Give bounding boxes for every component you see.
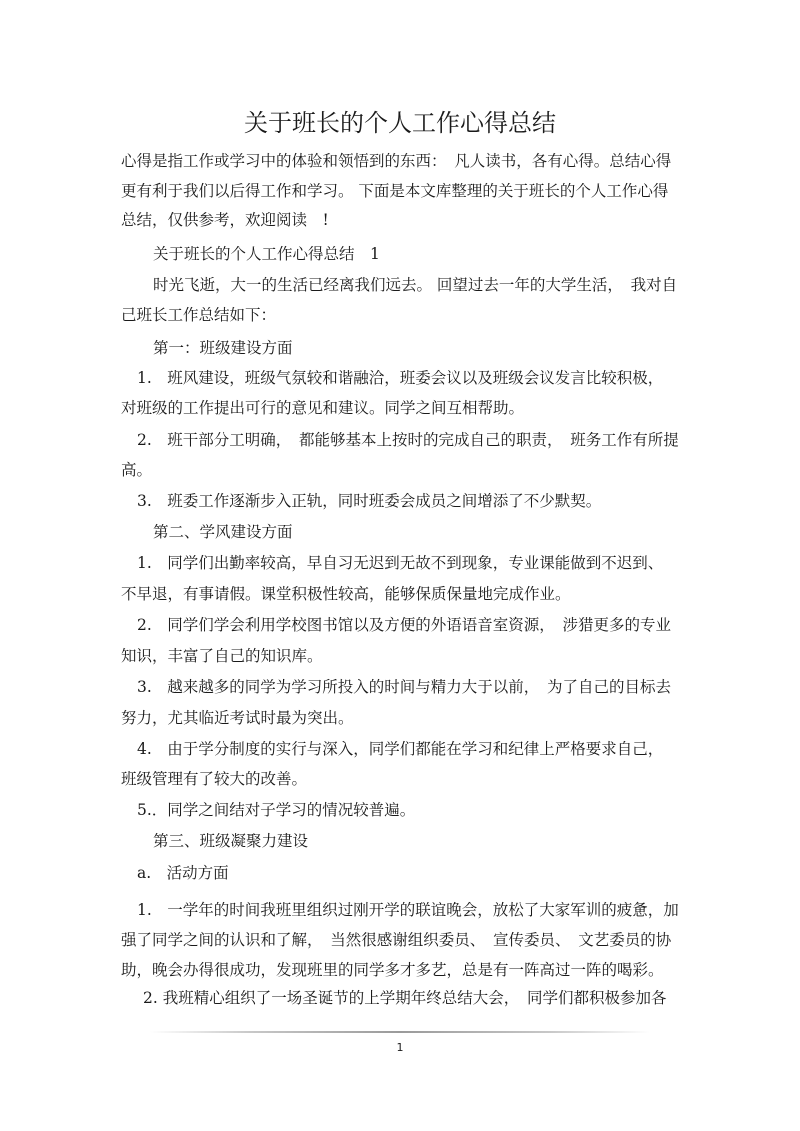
paragraph-line: 高。	[121, 461, 153, 479]
paragraph-line: 心得是指工作或学习中的体验和领悟到的东西： 凡人读书，各有心得。总结心得	[121, 152, 672, 170]
paragraph-line: 总结，仅供参考，欢迎阅读 !	[121, 211, 329, 229]
paragraph-line: 强了同学之间的认识和了解， 当然很感谢组织委员、 宣传委员、 文艺委员的协	[121, 931, 672, 949]
list-item: 2. 我班精心组织了一场圣诞节的上学期年终总结大会， 同学们都积极参加各	[143, 989, 667, 1007]
paragraph-line: 知识，丰富了自己的知识库。	[121, 647, 323, 665]
list-item: 3. 越来越多的同学为学习所投入的时间与精力大于以前， 为了自己的目标去	[137, 678, 672, 696]
paragraph-line: 助，晚会办得很成功，发现班里的同学多才多艺，总是有一阵高过一阵的喝彩。	[121, 961, 664, 979]
list-item: 1. 班风建设，班级气氛较和谐融洽，班委会议以及班级会议发言比较积极，	[137, 369, 664, 387]
section-heading: 关于班长的个人工作心得总结 1	[153, 245, 380, 263]
list-item: 4. 由于学分制度的实行与深入，同学们都能在学习和纪律上严格要求自己，	[137, 740, 664, 758]
list-item: 2. 同学们学会利用学校图书馆以及方便的外语语音室资源， 涉猎更多的专业	[137, 616, 672, 634]
paragraph-line: 努力，尤其临近考试时最为突出。	[121, 709, 354, 727]
paragraph-line: 班级管理有了较大的改善。	[121, 770, 308, 788]
section-heading: 第三、班级凝聚力建设	[153, 832, 309, 850]
paragraph-line: 对班级的工作提出可行的意见和建议。同学之间互相帮助。	[121, 399, 525, 417]
document-title: 关于班长的个人工作心得总结	[244, 109, 556, 137]
page-number: 1	[396, 1041, 404, 1054]
list-item: 1. 同学们出勤率较高，早自习无迟到无故不到现象，专业课能做到不迟到、	[137, 554, 664, 572]
paragraph-line: 不早退，有事请假。课堂积极性较高，能够保质保量地完成作业。	[121, 585, 571, 603]
section-heading: 第二、学风建设方面	[153, 523, 293, 541]
subsection-heading: a. 活动方面	[137, 864, 229, 882]
list-item: 2. 班干部分工明确， 都能够基本上按时的完成自己的职责， 班务工作有所提	[137, 431, 679, 449]
list-item: 3. 班委工作逐渐步入正轨，同时班委会成员之间增添了不少默契。	[137, 492, 602, 510]
footer-divider	[150, 1031, 650, 1033]
paragraph-line: 更有利于我们以后得工作和学习。 下面是本文库整理的关于班长的个人工作心得	[121, 182, 669, 200]
paragraph-line: 己班长工作总结如下：	[121, 306, 277, 324]
list-item: 5.．同学之间结对子学习的情况较普遍。	[137, 801, 416, 819]
list-item: 1. 一学年的时间我班里组织过刚开学的联谊晚会，放松了大家军训的疲惫，加	[137, 901, 679, 919]
section-heading: 第一：班级建设方面	[153, 339, 293, 357]
paragraph-line: 时光飞逝，大一的生活已经离我们远去。 回望过去一年的大学生活， 我对自	[153, 276, 678, 294]
